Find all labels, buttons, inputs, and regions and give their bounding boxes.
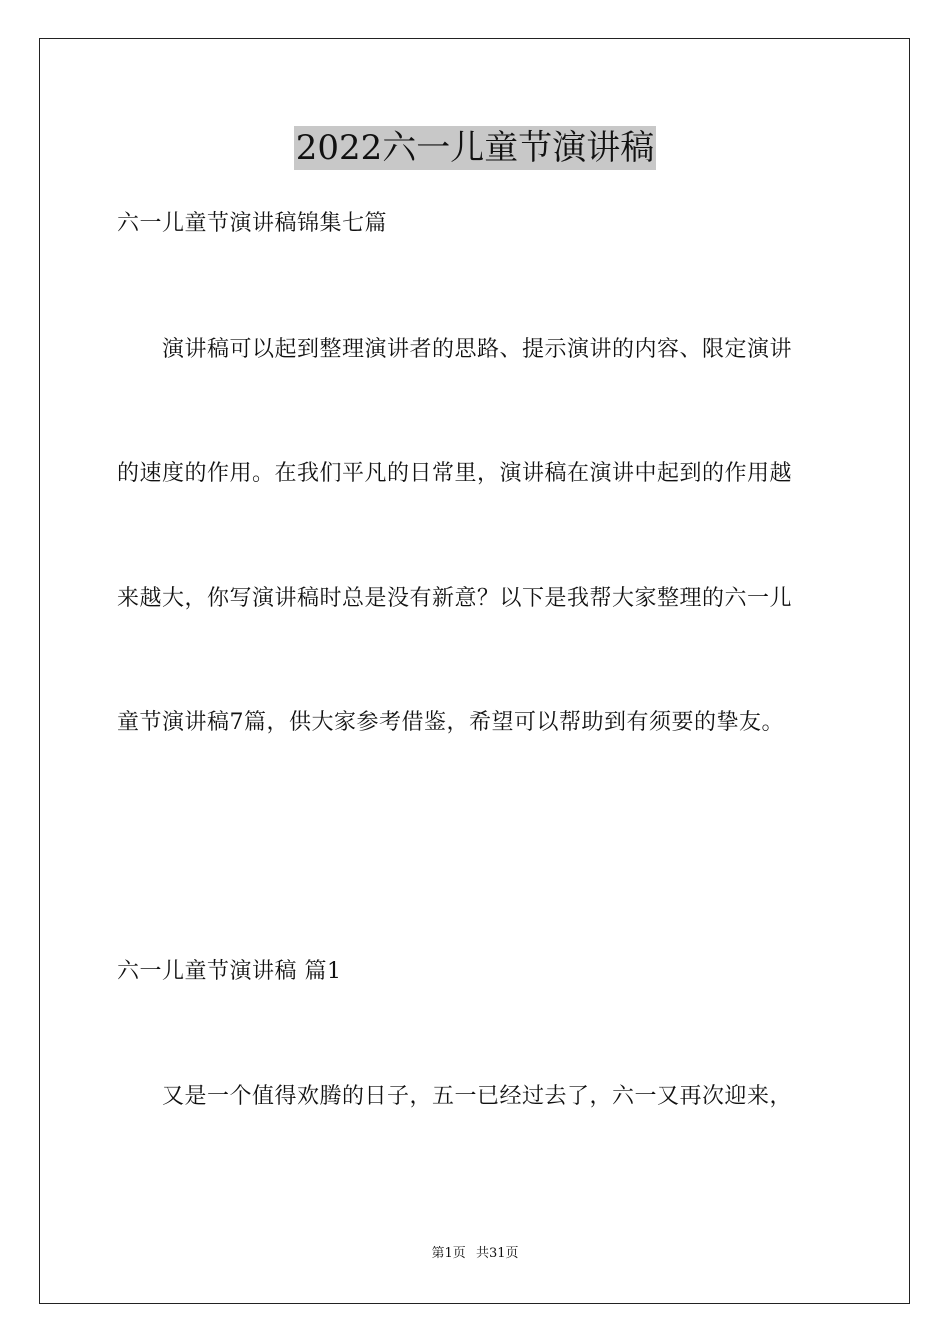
document-subtitle: 六一儿童节演讲稿锦集七篇	[117, 211, 388, 236]
document-title: 2022六一儿童节演讲稿	[295, 128, 655, 168]
intro-paragraph-line-2: 的速度的作用。在我们平凡的日常里，演讲稿在演讲中起到的作用越	[117, 461, 793, 486]
page-number: 第1页	[431, 1246, 466, 1261]
page-total: 共31页	[475, 1246, 519, 1261]
intro-paragraph-line-3: 来越大，你写演讲稿时总是没有新意？以下是我帮大家整理的六一儿	[117, 586, 793, 611]
intro-paragraph-line-4: 童节演讲稿7篇，供大家参考借鉴，希望可以帮助到有须要的挚友。	[117, 710, 784, 735]
intro-paragraph-line-1: 演讲稿可以起到整理演讲者的思路、提示演讲的内容、限定演讲	[162, 337, 793, 362]
section-paragraph-line-1: 又是一个值得欢腾的日子，五一已经过去了，六一又再次迎来，	[162, 1084, 793, 1109]
page-footer	[0, 1245, 950, 1263]
section-heading: 六一儿童节演讲稿 篇1	[117, 959, 342, 984]
title-container	[0, 126, 950, 170]
